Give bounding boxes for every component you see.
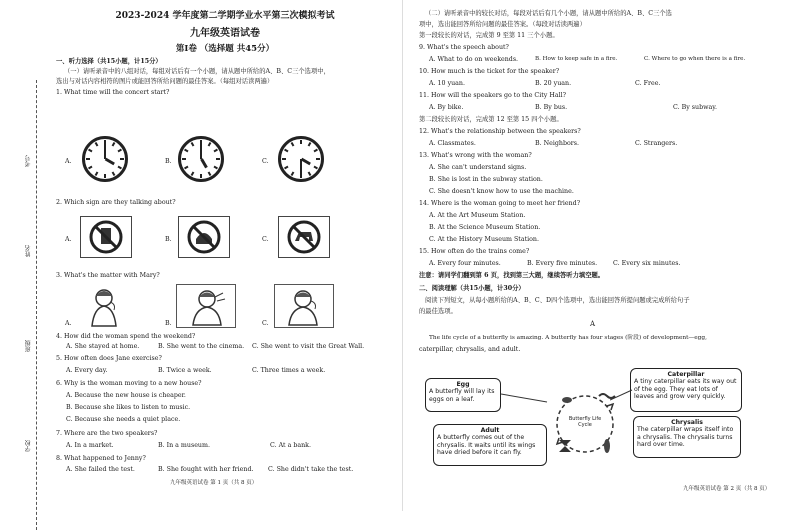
adult-box [433, 424, 547, 466]
option-label-a: A. [65, 158, 72, 165]
diagram-center-label: Butterfly Life Cycle [568, 416, 602, 428]
passage-line2: caterpillar, chrysalis, and adult. [419, 346, 521, 353]
clock-tick [300, 140, 302, 144]
question-15: 15. How often do the trains come? [419, 248, 530, 255]
question-4: 4. How did the woman spend the weekend? [56, 333, 196, 340]
q13-option-a: A. She can't understand signs. [429, 164, 527, 171]
page-footer-right: 九年级英语试卷 第 2 页（共 8 页） [683, 486, 771, 492]
part2-header: 二、阅读理解（共15小题，计30分） [419, 285, 525, 292]
question-7: 7. Where are the two speakers? [56, 430, 158, 437]
q15-option-a: A. Every four minutes. [429, 260, 501, 267]
clock-tick [95, 171, 99, 175]
q9-option-a: A. What to do on weekends. [429, 56, 519, 63]
girl-coughing-image [80, 284, 140, 328]
option-label-c: C. [262, 320, 269, 327]
no-pets-sign-icon [278, 216, 330, 258]
clock-tick [184, 149, 188, 153]
clock-tick [117, 149, 121, 153]
page-footer-left: 九年级英语试卷 第 1 页（共 8 页） [170, 480, 258, 486]
clock-tick [216, 158, 220, 160]
q8-option-a: A. She failed the test. [66, 466, 135, 473]
question-3: 3. What's the matter with Mary? [56, 272, 160, 279]
question-11: 11. How will the speakers go to the City Hall? [419, 92, 566, 99]
passage-label: A [590, 320, 596, 328]
q11-option-b: B. By bus. [535, 104, 568, 111]
option-label-b: B. [165, 320, 172, 327]
exam-subtitle: 九年级英语试卷 [190, 28, 260, 39]
clock-tick [112, 142, 116, 146]
q11-option-a: A. By bike. [429, 104, 464, 111]
q8-option-b: B. She fought with her friend. [158, 466, 254, 473]
adult-title: Adult [480, 427, 500, 434]
arrow-cycle-to-caterpillar [610, 388, 634, 404]
q7-option-c: C. At a bank. [270, 442, 311, 449]
q6-option-c: C. Because she needs a quiet place. [66, 416, 181, 423]
clock-tick [191, 142, 195, 146]
chrysalis-box [633, 416, 741, 458]
exam-title: 2023-2024 学年度第二学期学业水平第三次模拟考试 [115, 11, 335, 21]
clock-tick [86, 158, 90, 160]
no-food-sign-icon [178, 216, 230, 258]
option-label-a: A. [65, 320, 72, 327]
side-label-name: 姓名 [25, 245, 32, 257]
q12-option-c: C. Strangers. [635, 140, 678, 147]
q9-option-c: C. Where to go when there is a fire. [644, 56, 746, 62]
egg-text: A butterfly will lay its eggs on a leaf. [429, 388, 495, 403]
clock-tick [191, 171, 195, 175]
q5-option-a: A. Every day. [66, 367, 108, 374]
clock-tick [120, 158, 124, 160]
clock-tick [182, 158, 186, 160]
chrysalis-title: Chrysalis [671, 419, 703, 426]
clock-tick [208, 171, 212, 175]
clock-tick [308, 142, 312, 146]
q4-option-a: A. She stayed at home. [66, 343, 140, 350]
clock-tick [117, 166, 121, 170]
clock-tick [200, 174, 202, 178]
part2-intro-line1: （二）请听录音中的较长对话，每段对话后有几个小题，请从题中所给的A、B、C三个选 [425, 10, 672, 17]
caterpillar-text: A tiny caterpillar eats its way out of the egg. They eat lots of leaves and grow very quickly. [634, 378, 737, 400]
clock-tick [208, 142, 212, 146]
clock-tick [88, 166, 92, 170]
q14-option-b: B. At the Science Museum Station. [429, 224, 541, 231]
clock-tick [308, 171, 312, 175]
clock-tick [213, 166, 217, 170]
q13-option-c: C. She doesn't know how to use the machine. [429, 188, 574, 195]
part2-sub2: 第二段较长的对话，完成第 12 至第 15 四个小题。 [419, 116, 563, 123]
q14-option-c: C. At the History Museum Station. [429, 236, 539, 243]
caterpillar-title: Caterpillar [667, 371, 705, 378]
clock-tick [184, 166, 188, 170]
q4-option-c: C. She went to visit the Great Wall. [252, 343, 365, 350]
q6-option-a: A. Because the new house is cheaper. [66, 392, 186, 399]
q10-option-b: B. 20 yuan. [535, 80, 572, 87]
option-label-b: B. [165, 158, 172, 165]
q15-option-b: B. Every five minutes. [527, 260, 598, 267]
reading-instruction-line1: 阅读下列短文，从每小题所给的A、B、C、D四个选项中，选出能回答所提问题或完成所给句子 [425, 297, 690, 304]
question-9: 9. What's the speech about? [419, 44, 509, 51]
option-label-a: A. [65, 236, 72, 243]
passage-line1: The life cycle of a butterfly is amazing. A butterfly has four stages (阶段) of development—egg, [429, 335, 707, 341]
caterpillar-box [630, 368, 742, 412]
egg-box [425, 378, 501, 412]
clock-tick [213, 149, 217, 153]
part2-sub1: 第一段较长的对话，完成第 9 至第 11 三个小题。 [419, 32, 559, 39]
side-label-school: 学校 [25, 440, 32, 452]
q6-option-b: B. Because she likes to listen to music. [66, 404, 191, 411]
notice-text: 注意：请同学们翻到第 6 页，找到第三大题，继续答听力填空题。 [419, 272, 605, 279]
part1-intro-line2: 选出与对话内容相符的图片或能回答所给问题的最佳答案。（每组对话读两遍） [56, 78, 274, 85]
question-1: 1. What time will the concert start? [56, 89, 170, 96]
clock-tick [284, 149, 288, 153]
part1-intro-line1: （一）请听录音中的八组对话，每组对话后有一个小题，请从题中所给的A、B、C三个选项中， [64, 68, 330, 75]
q10-option-c: C. Free. [635, 80, 661, 87]
part2-intro-line2: 项中，选出能回答所给问题的最佳答案。（每段对话读两遍） [419, 21, 586, 28]
question-6: 6. Why is the woman moving to a new house? [56, 380, 202, 387]
clock-tick [313, 166, 317, 170]
clock-tick [104, 174, 106, 178]
question-13: 13. What's wrong with the woman? [419, 152, 532, 159]
clock-tick [284, 166, 288, 170]
adult-text: A butterfly comes out of the chrysalis. It waits until its wings have dried before it can fly. [437, 434, 536, 456]
clock-tick [95, 142, 99, 146]
q10-option-a: A. 10 yuan. [429, 80, 465, 87]
question-14: 14. Where is the woman going to meet her friend? [419, 200, 581, 207]
q11-option-c: C. By subway. [673, 104, 717, 111]
arrow-egg-to-cycle [501, 388, 551, 408]
question-10: 10. How much is the ticket for the speaker? [419, 68, 560, 75]
q9-option-b: B. How to keep safe in a fire. [535, 56, 618, 62]
clock-tick [291, 142, 295, 146]
no-drinks-sign-icon [80, 216, 132, 258]
question-12: 12. What's the relationship between the speakers? [419, 128, 581, 135]
clock-icon-a [82, 136, 128, 182]
q12-option-a: A. Classmates. [429, 140, 476, 147]
question-2: 2. Which sign are they talking about? [56, 199, 176, 206]
side-label-class: 班级 [25, 340, 32, 352]
page-divider [402, 0, 403, 511]
clock-tick [316, 158, 320, 160]
clock-tick [200, 140, 202, 144]
question-8: 8. What happened to Jenny? [56, 455, 146, 462]
clock-tick [291, 171, 295, 175]
side-label-exam-no: 考号 [25, 155, 32, 167]
q4-option-b: B. She went to the cinema. [158, 343, 245, 350]
q7-option-a: A. In a market. [66, 442, 114, 449]
q5-option-c: C. Three times a week. [252, 367, 326, 374]
q8-option-c: C. She didn't take the test. [268, 466, 354, 473]
q15-option-c: C. Every six minutes. [613, 260, 681, 267]
option-label-c: C. [262, 236, 269, 243]
option-label-b: B. [165, 236, 172, 243]
egg-title: Egg [456, 381, 470, 388]
chrysalis-text: The caterpillar wraps itself into a chrysalis. The chrysalis turns hard over time. [637, 426, 734, 448]
q14-option-a: A. At the Art Museum Station. [429, 212, 526, 219]
girl-headache-image [176, 284, 236, 328]
clock-tick [300, 174, 302, 178]
section-title: 第Ⅰ卷 （选择题 共45分） [175, 44, 275, 54]
part1-header: 一、听力选择（共15小题，计15分） [56, 58, 162, 65]
q12-option-b: B. Neighbors. [535, 140, 580, 147]
girl-toothache-image [274, 284, 334, 328]
q13-option-b: B. She is lost in the subway station. [429, 176, 543, 183]
clock-tick [112, 171, 116, 175]
clock-tick [313, 149, 317, 153]
clock-tick [282, 158, 286, 160]
reading-instruction-line2: 的最佳选项。 [419, 308, 457, 315]
q5-option-b: B. Twice a week. [158, 367, 212, 374]
question-5: 5. How often does Jane exercise? [56, 355, 162, 362]
q7-option-b: B. In a museum. [158, 442, 210, 449]
clock-icon-b [178, 136, 224, 182]
clock-icon-c [278, 136, 324, 182]
option-label-c: C. [262, 158, 269, 165]
page-left [0, 0, 400, 511]
clock-tick [104, 140, 106, 144]
clock-tick [88, 149, 92, 153]
page-right [405, 0, 794, 511]
